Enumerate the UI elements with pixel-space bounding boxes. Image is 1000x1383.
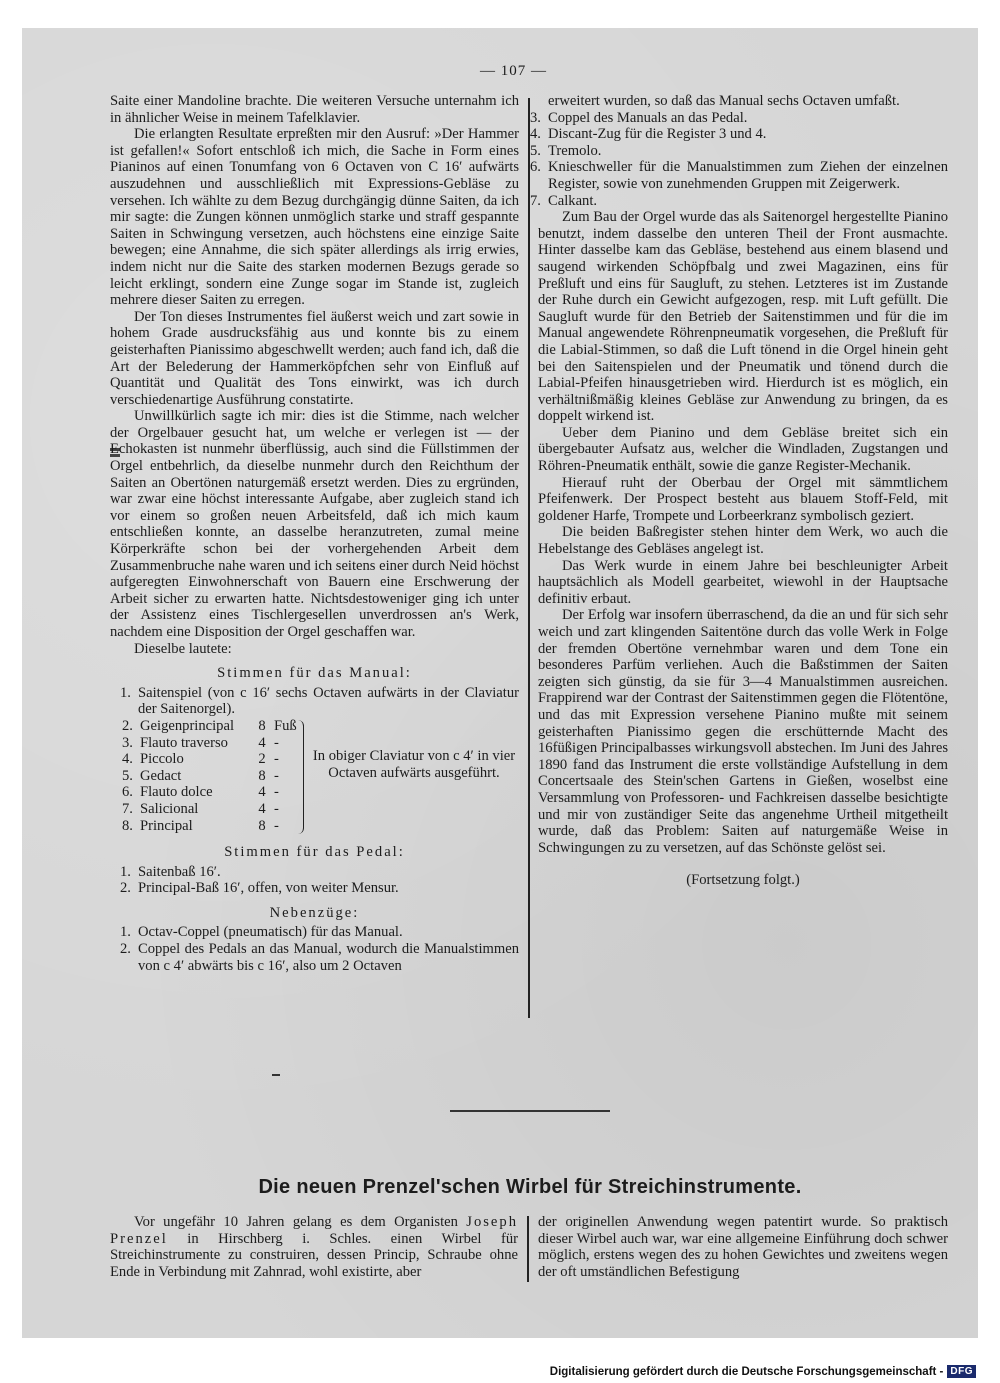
list-item: 6. Knieschweller für die Manualstimmen zum Ziehen der einzelnen Register, sowie von zunehmenden Gruppen mit Zeigerwerk. bbox=[530, 159, 948, 192]
register-row: 2. Geigenprincipal 8 Fuß bbox=[122, 717, 297, 734]
paragraph: Der Ton dieses Instrumentes fiel äußerst weich und zart sowie in hohem Grade ausdrucksfähig aus und konnte bis zu einem geisterhaften Pianissimo abgeschwellt werden; auch fand ich, daß die Art der Belederung der Hammerköpfchen sehr von Einfluß auf Quantität und Qualität des Tons einwirkt, was ich durch verschiedenartige Ausführung constatirte. bbox=[110, 308, 519, 408]
column-divider bbox=[528, 98, 530, 1018]
paragraph: Vor ungefähr 10 Jahren gelang es dem Organisten Joseph Prenzel in Hirschberg i. Schles. einen Wirbel für Streichinstrumente zu construiren, dessen Princip, Schraube ohne Ende in Verbindung mit Zahnrad, wohl existirte, aber bbox=[110, 1214, 518, 1280]
paragraph: Die erlangten Resultate erpreßten mir den Ausruf: »Der Hammer ist gefallen!« Sofort entschloß ich mich, die Sache in Form eines Pianinos auf einen Tonumfang von 6 Octaven von C 16′ aufwärts auszudehnen und ausschließlich mit Expressions-Gebläse zu versehen. Ich wählte zu dem Bezug durchgängig dünne Saiten, da ich mir sagte: die Zungen können unmöglich starke und straff gespannte Saiten in Schwingung versetzen, auch höchstens eine einzige Saite bewegen; eine Annahme, die sich später allerdings als irrig erwies, indem nicht nur die Saite des starken modernen Bezugs gerade so leicht erklingt, sondern eine Zunge sogar im Stande ist, zugleich mehrere dieser Saiten zu erregen. bbox=[110, 126, 519, 309]
list-item: 4. Discant-Zug für die Register 3 und 4. bbox=[530, 126, 767, 143]
list-item: 3. Coppel des Manuals an das Pedal. bbox=[530, 109, 748, 126]
register-row: 8. Principal 8 - bbox=[122, 817, 279, 834]
list-item: 7. Calkant. bbox=[530, 192, 598, 209]
section-heading-nebenzuege: Nebenzüge: bbox=[269, 904, 360, 921]
list-item: 1. Saitenspiel (von c 16′ sechs Octaven aufwärts in der Claviatur der Saitenorgel). bbox=[120, 684, 519, 718]
section-heading-manual: Stimmen für das Manual: bbox=[217, 665, 412, 682]
register-row: 3. Flauto traverso 4 - bbox=[122, 734, 279, 751]
stray-mark bbox=[272, 1074, 280, 1076]
register-row: 5. Gedact 8 - bbox=[122, 767, 279, 784]
register-row: 6. Flauto dolce 4 - bbox=[122, 784, 279, 801]
brace-note: In obiger Claviatur von c 4′ in vier Octaven aufwärts ausgeführt. bbox=[312, 747, 516, 781]
paragraph: Unwillkürlich sagte ich mir: dies ist die Stimme, nach welcher der Orgelbauer gesucht hat, um welche er verlegen ist — der Echokasten ist nunmehr überflüssig, auch sind die Füllstimmen der Orgel entbehrlich, da dieselbe nunmehr durch den Reichthum der Saiten an Obertönen naturgemäß ersetzt werden. Dies zu ergründen, war zwar eine höchst interessante Aufgabe, aber zugleich stand ich vor einem so großen neuen Arbeitsfeld, daß ich mich kaum entschließen konnte, an dasselbe heranzutreten, zumal meine Körperkräfte schon bei der vorhergehenden Arbeit dem Zusammenbruche nahe waren und ich seitens einer durch Neid höchst aufgeregten Einwohnerschaft von Bauern eine Erschwerung der Arbeit sicher zu erwarten hatte. Nichtsdestoweniger ging ich unter der Assistenz eines Tischlergesellen unverdrossen an's Werk, nachdem eine Disposition der Orgel geschaffen war. bbox=[110, 408, 519, 640]
list-item: 2. Principal-Baß 16′, offen, von weiter Mensur. bbox=[120, 880, 399, 897]
credit-text: Digitalisierung gefördert durch die Deutsche Forschungsgemeinschaft - bbox=[549, 1365, 944, 1378]
page-number: — 107 — bbox=[480, 63, 547, 79]
paragraph: der originellen Anwendung wegen patentirt wurde. So praktisch dieser Wirbel auch war, war eine allgemeine Einführung doch schwer möglich, erstens wegen des zu hohen Gewichtes und zweitens wegen der oft umständlichen Befestigung bbox=[538, 1214, 948, 1280]
paragraph: Hierauf ruht der Oberbau der Orgel mit sämmtlichem Pfeifenwerk. Der Prospect besteht aus blauem Stoff-Feld, mit goldener Harfe, Trompete und Lorbeerkranz symbolisch geziert. bbox=[538, 474, 948, 524]
register-row: 4. Piccolo 2 - bbox=[122, 751, 279, 768]
paragraph: Dieselbe lautete: bbox=[134, 640, 232, 657]
register-table bbox=[110, 718, 519, 836]
brace-icon bbox=[293, 720, 304, 834]
article1-right-column bbox=[530, 93, 948, 889]
article1-left-column bbox=[110, 93, 519, 974]
column-divider-2 bbox=[527, 1216, 529, 1282]
person-name: Joseph Prenzel bbox=[110, 1214, 518, 1247]
continuation-note: (Fortsetzung folgt.) bbox=[686, 872, 800, 889]
article2-right-column bbox=[538, 1214, 948, 1280]
section-heading-pedal: Stimmen für das Pedal: bbox=[224, 843, 405, 860]
dfg-credit bbox=[550, 1365, 976, 1378]
article-separator bbox=[450, 1110, 610, 1112]
list-continuation: erweitert wurden, so daß das Manual sechs Octaven umfaßt. bbox=[548, 93, 900, 109]
list-item: 1. Saitenbaß 16′. bbox=[120, 863, 221, 880]
list-item: 2. Coppel des Pedals an das Manual, wodurch die Manualstimmen von c 4′ abwärts bis c 16′, also um 2 Octaven bbox=[120, 940, 519, 974]
dfg-logo-icon: DFG bbox=[947, 1365, 976, 1378]
paragraph: Saite einer Mandoline brachte. Die weiteren Versuche unternahm ich in ähnlicher Weise in meinem Tafelklavier. bbox=[110, 93, 519, 126]
article2-left-column bbox=[110, 1214, 518, 1280]
list-item: 5. Tremolo. bbox=[530, 142, 602, 159]
list-item: 1. Octav-Coppel (pneumatisch) für das Manual. bbox=[120, 924, 403, 941]
paragraph: Das Werk wurde in einem Jahre bei beschleunigter Arbeit hauptsächlich als Modell gearbeitet, wiewohl in der Hauptsache definitiv erbaut. bbox=[538, 557, 948, 607]
register-row: 7. Salicional 4 - bbox=[122, 800, 279, 817]
paragraph: Ueber dem Pianino und dem Gebläse breitet sich ein übergebauter Aufsatz aus, welcher die Windladen, Zugstangen und Röhren-Pneumatik enthält, sowie die ganze Register-Mechanik. bbox=[538, 424, 948, 475]
paragraph: Zum Bau der Orgel wurde das als Saitenorgel hergestellte Pianino benutzt, indem dasselbe den unteren Theil der Front ausmachte. Hinter dasselbe kam das Gebläse, bestehend aus einem blasend und saugend wirkenden Schöpfbalg und zwei Magazinen, eins für Preßluft und eins für Saugluft, zu stehen. Letzteres ist im Zustande der Ruhe durch ein Gewicht aufgezogen, resp. mit Luft gefüllt. Die Saugluft wurde für den Betrieb der Saitenstimmen und für die im Manual angewendete Röhrenpneumatik vorgesehen, die Preßluft für die Labial-Stimmen, so daß die Luft tönend in die Orgel hinein geht bei den Saitenspielen und der Pneumatik und tönend durch die Labial-Pfeifen hinausgetrieben wird. Hierdurch ist es möglich, ein verhältnißmäßig kleines Gebläse zur Anwendung zu bringen, da es doppelt wirkend ist. bbox=[538, 209, 948, 425]
article2-title: Die neuen Prenzel'schen Wirbel für Streichinstrumente. bbox=[258, 1176, 802, 1198]
paragraph: Die beiden Baßregister stehen hinter dem Werk, wo auch die Hebelstange des Gebläses angelegt ist. bbox=[538, 524, 948, 558]
paragraph: Der Erfolg war insofern überraschend, da die an und für sich sehr weich und zart klingenden Saitentöne durch das volle Werk in Folge der fremden Obertöne vernehmbar waren und dem Tone ein besonderes Parfüm verliehen. Auch die Baßstimmen der Saiten zeigten sich günstig, da sie für 3—4 Manualstimmen ausreichen. Frappirend war der Contrast der Saitenstimmen gegen die Flötentöne, und das mit Expression versehene Pianino mußte mit seinem geisterhaften Pianissimo gegen die erschütternde Macht des 16füßigen Principalbasses wirkungsvoll abstechen. Im Juni des Jahres 1890 fand das Instrument die erste vollständige Aufstellung in dem Concertsaale des Stein'schen Gartens in Gießen, woselbst eine Versammlung von Professoren- und Fachkreisen dasselbe besichtigte und mir von zuständiger Seite das angenehme Urtheil mitgetheilt wurde, daß das Problem: Saiten auf naturgemäße Weise in Schwingungen zu zu versetzen, auf das Schönste gelöst sei. bbox=[538, 607, 948, 856]
